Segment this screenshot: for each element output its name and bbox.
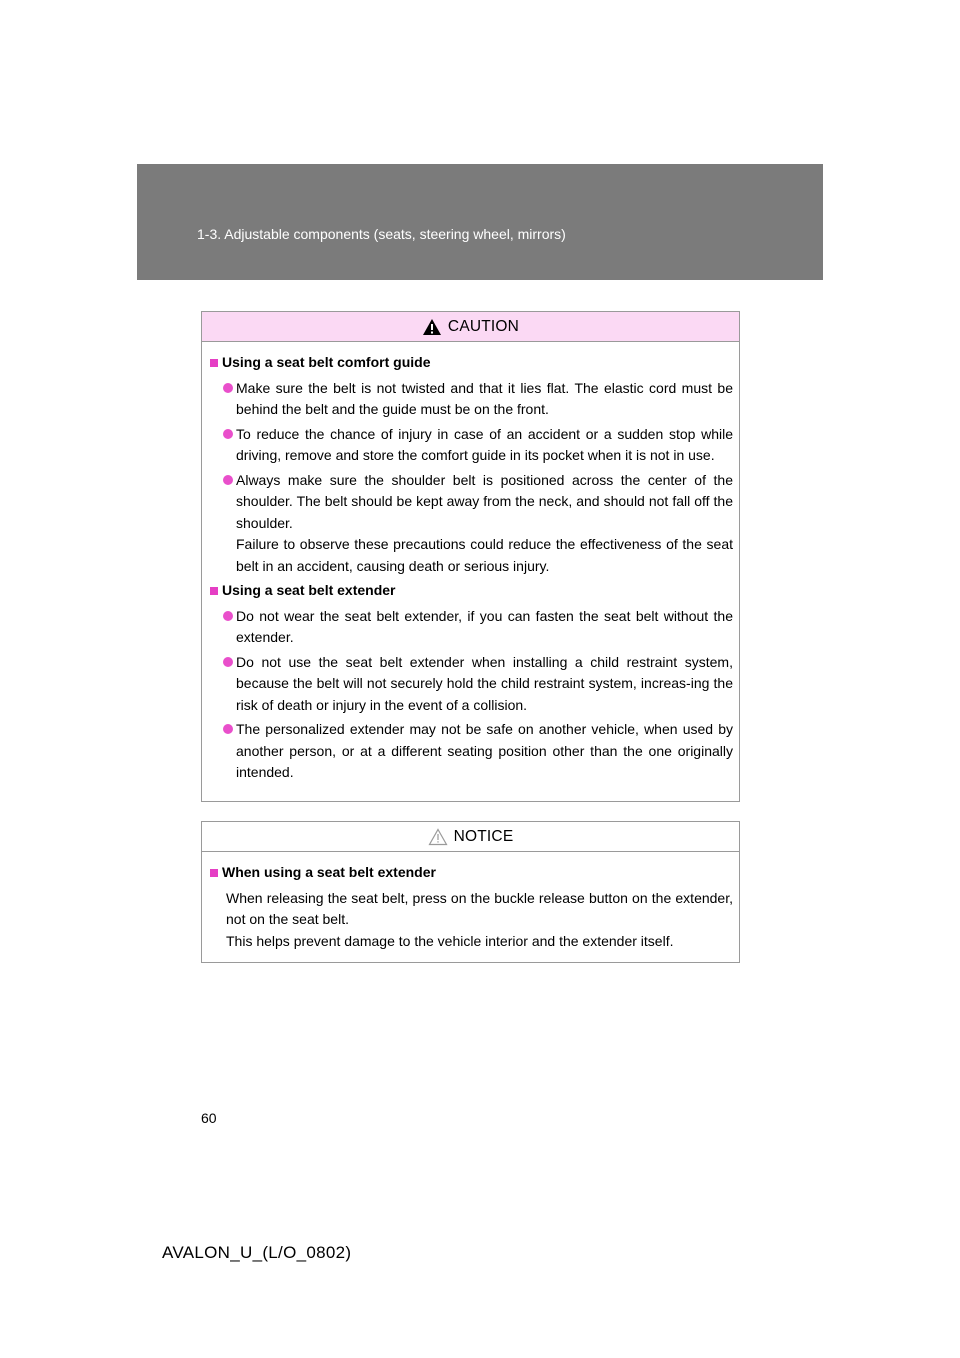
circle-bullet-icon	[223, 657, 233, 667]
notice-paragraph: When releasing the seat belt, press on the buckle release button on the extender, not on the seat belt.	[226, 889, 733, 927]
footer-code: AVALON_U_(L/O_0802)	[162, 1243, 352, 1262]
list-item: The personalized extender may not be safe on another vehicle, when used by another person, or at a different seating position other than the one originally intended.	[210, 719, 733, 784]
circle-bullet-icon	[223, 475, 233, 485]
circle-bullet-icon	[223, 724, 233, 734]
circle-bullet-icon	[223, 383, 233, 393]
list-item: Do not use the seat belt extender when installing a child restraint system, because the belt will not securely hold the child restraint system, increas-ing the risk of death or injury in the event of a collision.	[210, 652, 733, 717]
section-heading: When using a seat belt extender	[210, 862, 733, 884]
square-bullet-icon	[210, 587, 218, 595]
notice-paragraph: This helps prevent damage to the vehicle interior and the extender itself.	[226, 932, 674, 949]
list-item: Always make sure the shoulder belt is positioned across the center of the shoulder. The belt should be kept away from the neck, and should not fall off the shoulder. Failure to observe these precautions could reduce the effectiveness of the seat belt in an accident, causing death or serious injury.	[210, 470, 733, 578]
notice-box	[201, 821, 740, 963]
notice-header	[202, 822, 739, 852]
warning-triangle-filled-icon	[422, 318, 442, 336]
notice-body	[202, 852, 739, 952]
warning-triangle-outline-icon	[428, 828, 448, 846]
section-heading: Using a seat belt extender	[210, 580, 733, 602]
header-band	[137, 164, 823, 280]
notice-label: NOTICE	[453, 827, 514, 845]
section-title: 1-3. Adjustable components (seats, steering wheel, mirrors)	[197, 226, 566, 242]
caution-header	[202, 312, 739, 342]
circle-bullet-icon	[223, 429, 233, 439]
caution-label: CAUTION	[447, 317, 520, 335]
list-item: Make sure the belt is not twisted and that it lies flat. The elastic cord must be behind the belt and the guide must be on the front.	[210, 378, 733, 421]
list-item: To reduce the chance of injury in case of an accident or a sudden stop while driving, remove and store the comfort guide in its pocket when it is not in use.	[210, 424, 733, 467]
bullet-continuation: Failure to observe these precautions could reduce the effectiveness of the seat belt in an accident, causing death or serious injury.	[236, 536, 733, 574]
page-number: 60	[201, 1110, 217, 1126]
square-bullet-icon	[210, 359, 218, 367]
section-heading: Using a seat belt comfort guide	[210, 352, 733, 374]
list-item: Do not wear the seat belt extender, if you can fasten the seat belt without the extender.	[210, 606, 733, 649]
caution-box	[201, 311, 740, 802]
circle-bullet-icon	[223, 611, 233, 621]
caution-body	[202, 342, 739, 784]
square-bullet-icon	[210, 869, 218, 877]
